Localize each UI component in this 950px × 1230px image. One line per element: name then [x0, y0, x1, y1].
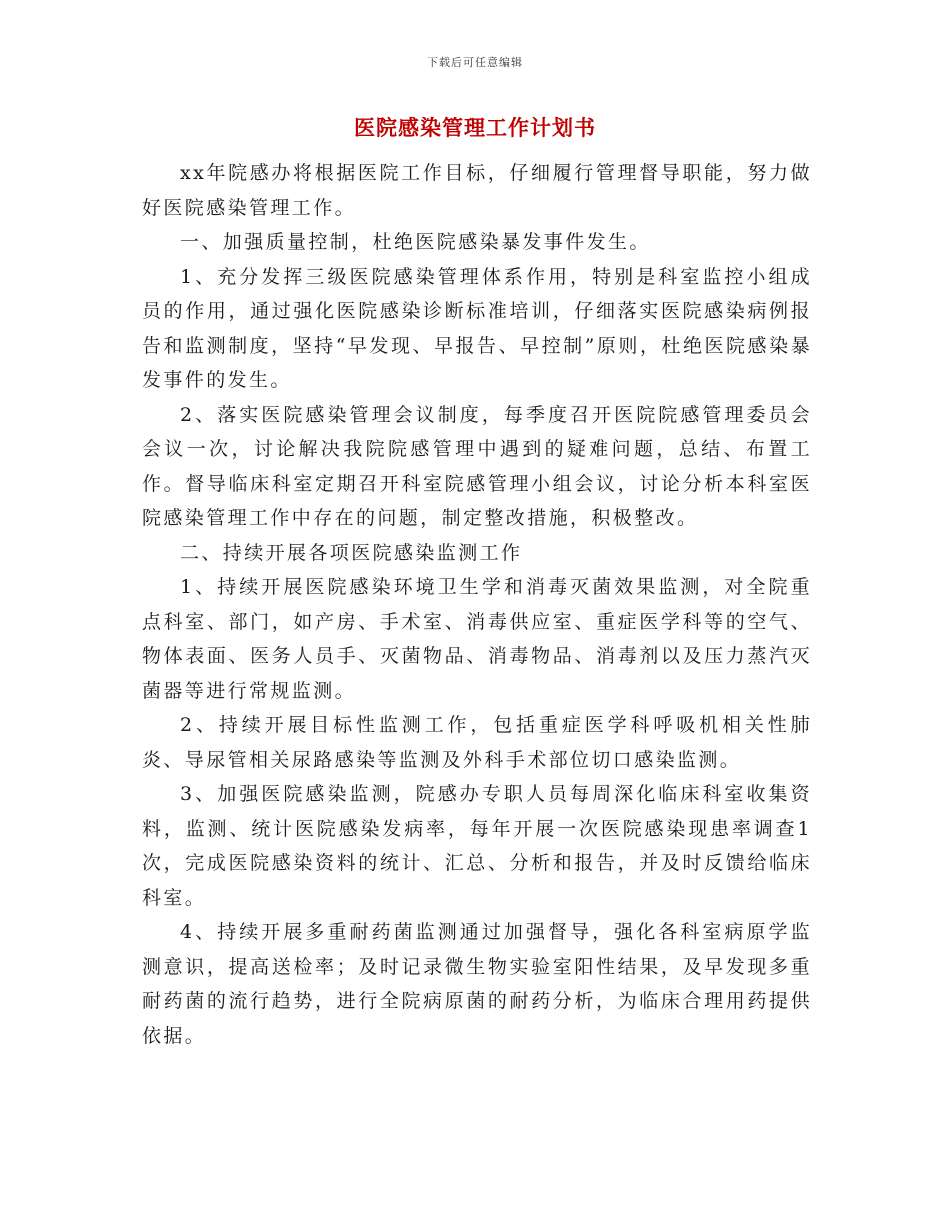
document-title: 医院感染管理工作计划书 — [354, 115, 596, 140]
section-heading-1: 一、加强质量控制，杜绝医院感染暴发事件发生。 — [180, 231, 651, 253]
document-body — [142, 156, 812, 1053]
section-1-item-2: 2、落实医院感染管理会议制度，每季度召开医院院感管理委员会会议一次，讨论解决我院院感管理中遇到的疑难问题，总结、布置工作。督导临床科室定期召开科室院感管理小组会议，讨论分析本科室医院感染管理工作中存在的问题，制定整改措施，积极整改。 — [142, 403, 812, 529]
section-2-item-1: 1、持续开展医院感染环境卫生学和消毒灭菌效果监测，对全院重点科室、部门，如产房、手术室、消毒供应室、重症医学科等的空气、物体表面、医务人员手、灭菌物品、消毒物品、消毒剂以及压力蒸汽灭菌器等进行常规监测。 — [142, 576, 812, 702]
page-header-note: 下载后可任意编辑 — [427, 56, 523, 69]
section-2-item-2: 2、持续开展目标性监测工作，包括重症医学科呼吸机相关性肺炎、导尿管相关尿路感染等监测及外科手术部位切口感染监测。 — [142, 714, 812, 771]
section-1-item-1: 1、充分发挥三级医院感染管理体系作用，特别是科室监控小组成员的作用，通过强化医院感染诊断标准培训，仔细落实医院感染病例报告和监测制度，坚持“早发现、早报告、早控制”原则，杜绝医院感染暴发事件的发生。 — [142, 265, 812, 391]
section-2-item-4: 4、持续开展多重耐药菌监测通过加强督导，强化各科室病原学监测意识，提高送检率；及时记录微生物实验室阳性结果，及早发现多重耐药菌的流行趋势，进行全院病原菌的耐药分析，为临床合理用药提供依据。 — [142, 921, 812, 1047]
section-heading-2: 二、持续开展各项医院感染监测工作 — [180, 541, 523, 564]
section-2-item-3: 3、加强医院感染监测，院感办专职人员每周深化临床科室收集资料，监测、统计医院感染发病率，每年开展一次医院感染现患率调查1次，完成医院感染资料的统计、汇总、分析和报告，并及时反馈给临床科室。 — [142, 783, 812, 909]
intro-paragraph: xx年院感办将根据医院工作目标，仔细履行管理督导职能，努力做好医院感染管理工作。 — [142, 162, 812, 219]
